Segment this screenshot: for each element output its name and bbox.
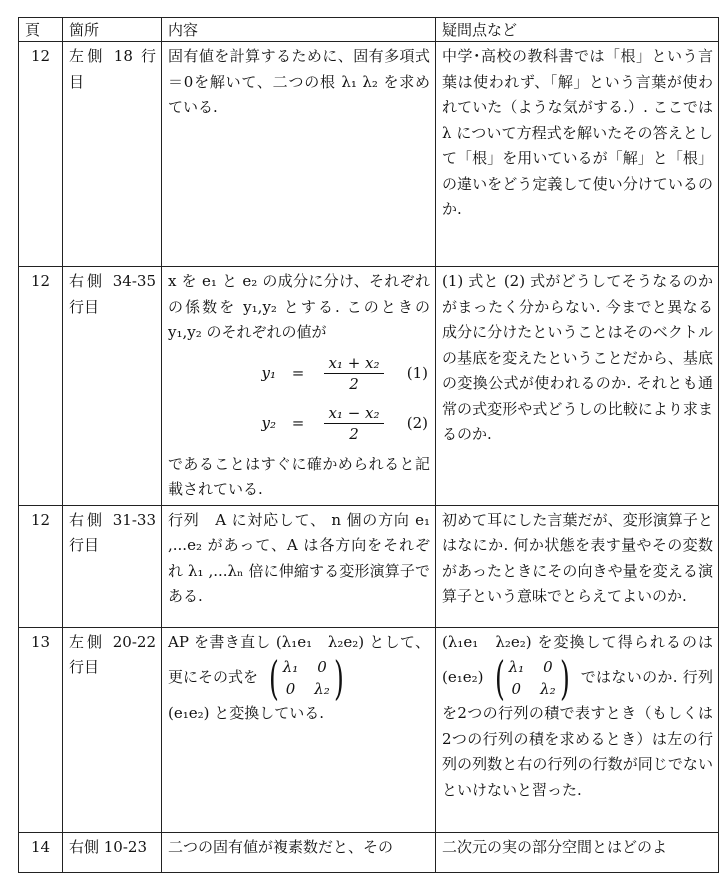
table-row xyxy=(19,505,719,627)
cell-location: 左側 20-22 行目 xyxy=(63,627,162,832)
cell-content xyxy=(162,627,436,832)
eq2-fraction xyxy=(320,403,388,444)
matrix-entry: 0 xyxy=(511,680,522,698)
content-text-pre: x を e₁ と e₂ の成分に分け、それぞれの係数を y₁,y₂ とする. このときの y₁,y₂ のそれぞれの値が xyxy=(168,272,430,341)
question-text-a: (λ₁e₁ λ₂e₂) を変換して得られるのは (e₁e₂) xyxy=(442,632,713,686)
content-text-a: AP を書き直し (λ₁e₁ λ₂e₂) として、更にその式を xyxy=(168,632,430,686)
eq2-numerator: x₁ − x₂ xyxy=(324,403,383,424)
eq2-tag: (2) xyxy=(406,413,428,432)
cell-question: 初めて耳にした言葉だが、変形演算子とはなにか. 何か状態を表す量やその変数があったときにその向きや量を変える演算子という意味でとらえてよいのか. xyxy=(436,505,719,627)
eq1-lhs: y₁ xyxy=(261,363,276,382)
matrix-entry: 0 xyxy=(285,680,296,698)
matrix-entry: λ₂ xyxy=(314,680,330,698)
eq2-lhs: y₂ xyxy=(261,413,276,432)
cell-content xyxy=(162,267,436,506)
content-text-post: であることはすぐに確かめられると記載されている. xyxy=(168,454,430,498)
cell-question: 二次元の実の部分空間とはどのよ xyxy=(436,832,719,872)
cell-location: 左側 18 行目 xyxy=(63,42,162,267)
header-questions: 疑問点など xyxy=(436,18,719,42)
matrix-entry: 0 xyxy=(543,658,553,676)
content-text-b: (e₁e₂) と変換している. xyxy=(168,704,325,722)
cell-page: 12 xyxy=(19,505,63,627)
table-row xyxy=(19,832,719,872)
cell-content: 固有値を計算するために、固有多項式＝0を解いて、二つの根 λ₁ λ₂ を求めている. xyxy=(162,42,436,267)
header-location: 箇所 xyxy=(63,18,162,42)
eq2-op: = xyxy=(291,413,305,432)
matrix-entry: λ₁ xyxy=(508,658,525,676)
cell-question: (1) 式と (2) 式がどうしてそうなるのかがまったく分からない. 今までと異なる成分に分けたということはそのベクトルの基底を変えたということだから、基底の変換公式が使われるのか. それとも通常の式変形や式どうしの比較により求まるのか. xyxy=(436,267,719,506)
header-row xyxy=(19,18,719,42)
table-row xyxy=(19,42,719,267)
header-page: 頁 xyxy=(19,18,63,42)
matrix-entry: λ₁ xyxy=(282,658,299,676)
cell-question: 中学･高校の教科書では「根」という言葉は使われず、「解」という言葉が使われていた（ような気がする.）. ここでは λ について方程式を解いたその答えとして「根」を用いているが「解」と「根」の違いをどう定義して使い分けているのか. xyxy=(436,42,719,267)
cell-location: 右側 31-33 行目 xyxy=(63,505,162,627)
cell-page: 12 xyxy=(19,42,63,267)
cell-page: 12 xyxy=(19,267,63,506)
matrix: ( λ₁ 0 0 λ₂ ) xyxy=(494,651,570,705)
table-row xyxy=(19,627,719,832)
cell-page: 13 xyxy=(19,627,63,832)
matrix-entry: λ₂ xyxy=(540,680,556,698)
cell-content: 行列 A に対応して、 n 個の方向 e₁ ,...e₂ があって、A は各方向をそれぞれ λ₁ ,...λₙ 倍に伸縮する変形演算子である. xyxy=(162,505,436,627)
notes-table xyxy=(18,17,719,873)
equation-1 xyxy=(168,352,430,396)
cell-location: 右側 10-23 xyxy=(63,832,162,872)
header-content: 内容 xyxy=(162,18,436,42)
eq1-numerator: x₁ + x₂ xyxy=(324,353,383,374)
cell-page: 14 xyxy=(19,832,63,872)
eq1-op: = xyxy=(291,363,305,382)
table-row xyxy=(19,267,719,506)
question-text-b: ではないのか. 行列を2つの行列の積で表すとき（もしくは2つの行列の積を求めるとき）は左の行列の列数と右の行列の行数が同じでないといけないと習った. xyxy=(442,668,713,799)
matrix-entry: 0 xyxy=(317,658,327,676)
eq1-tag: (1) xyxy=(406,363,428,382)
eq2-denominator: 2 xyxy=(349,425,359,443)
eq1-fraction xyxy=(320,353,388,394)
eq1-denominator: 2 xyxy=(349,375,359,393)
cell-content: 二つの固有値が複素数だと、その xyxy=(162,832,436,872)
matrix: ( λ₁ 0 0 λ₂ ) xyxy=(268,651,344,705)
cell-location: 右側 34-35 行目 xyxy=(63,267,162,506)
cell-question xyxy=(436,627,719,832)
equation-2 xyxy=(168,402,430,446)
